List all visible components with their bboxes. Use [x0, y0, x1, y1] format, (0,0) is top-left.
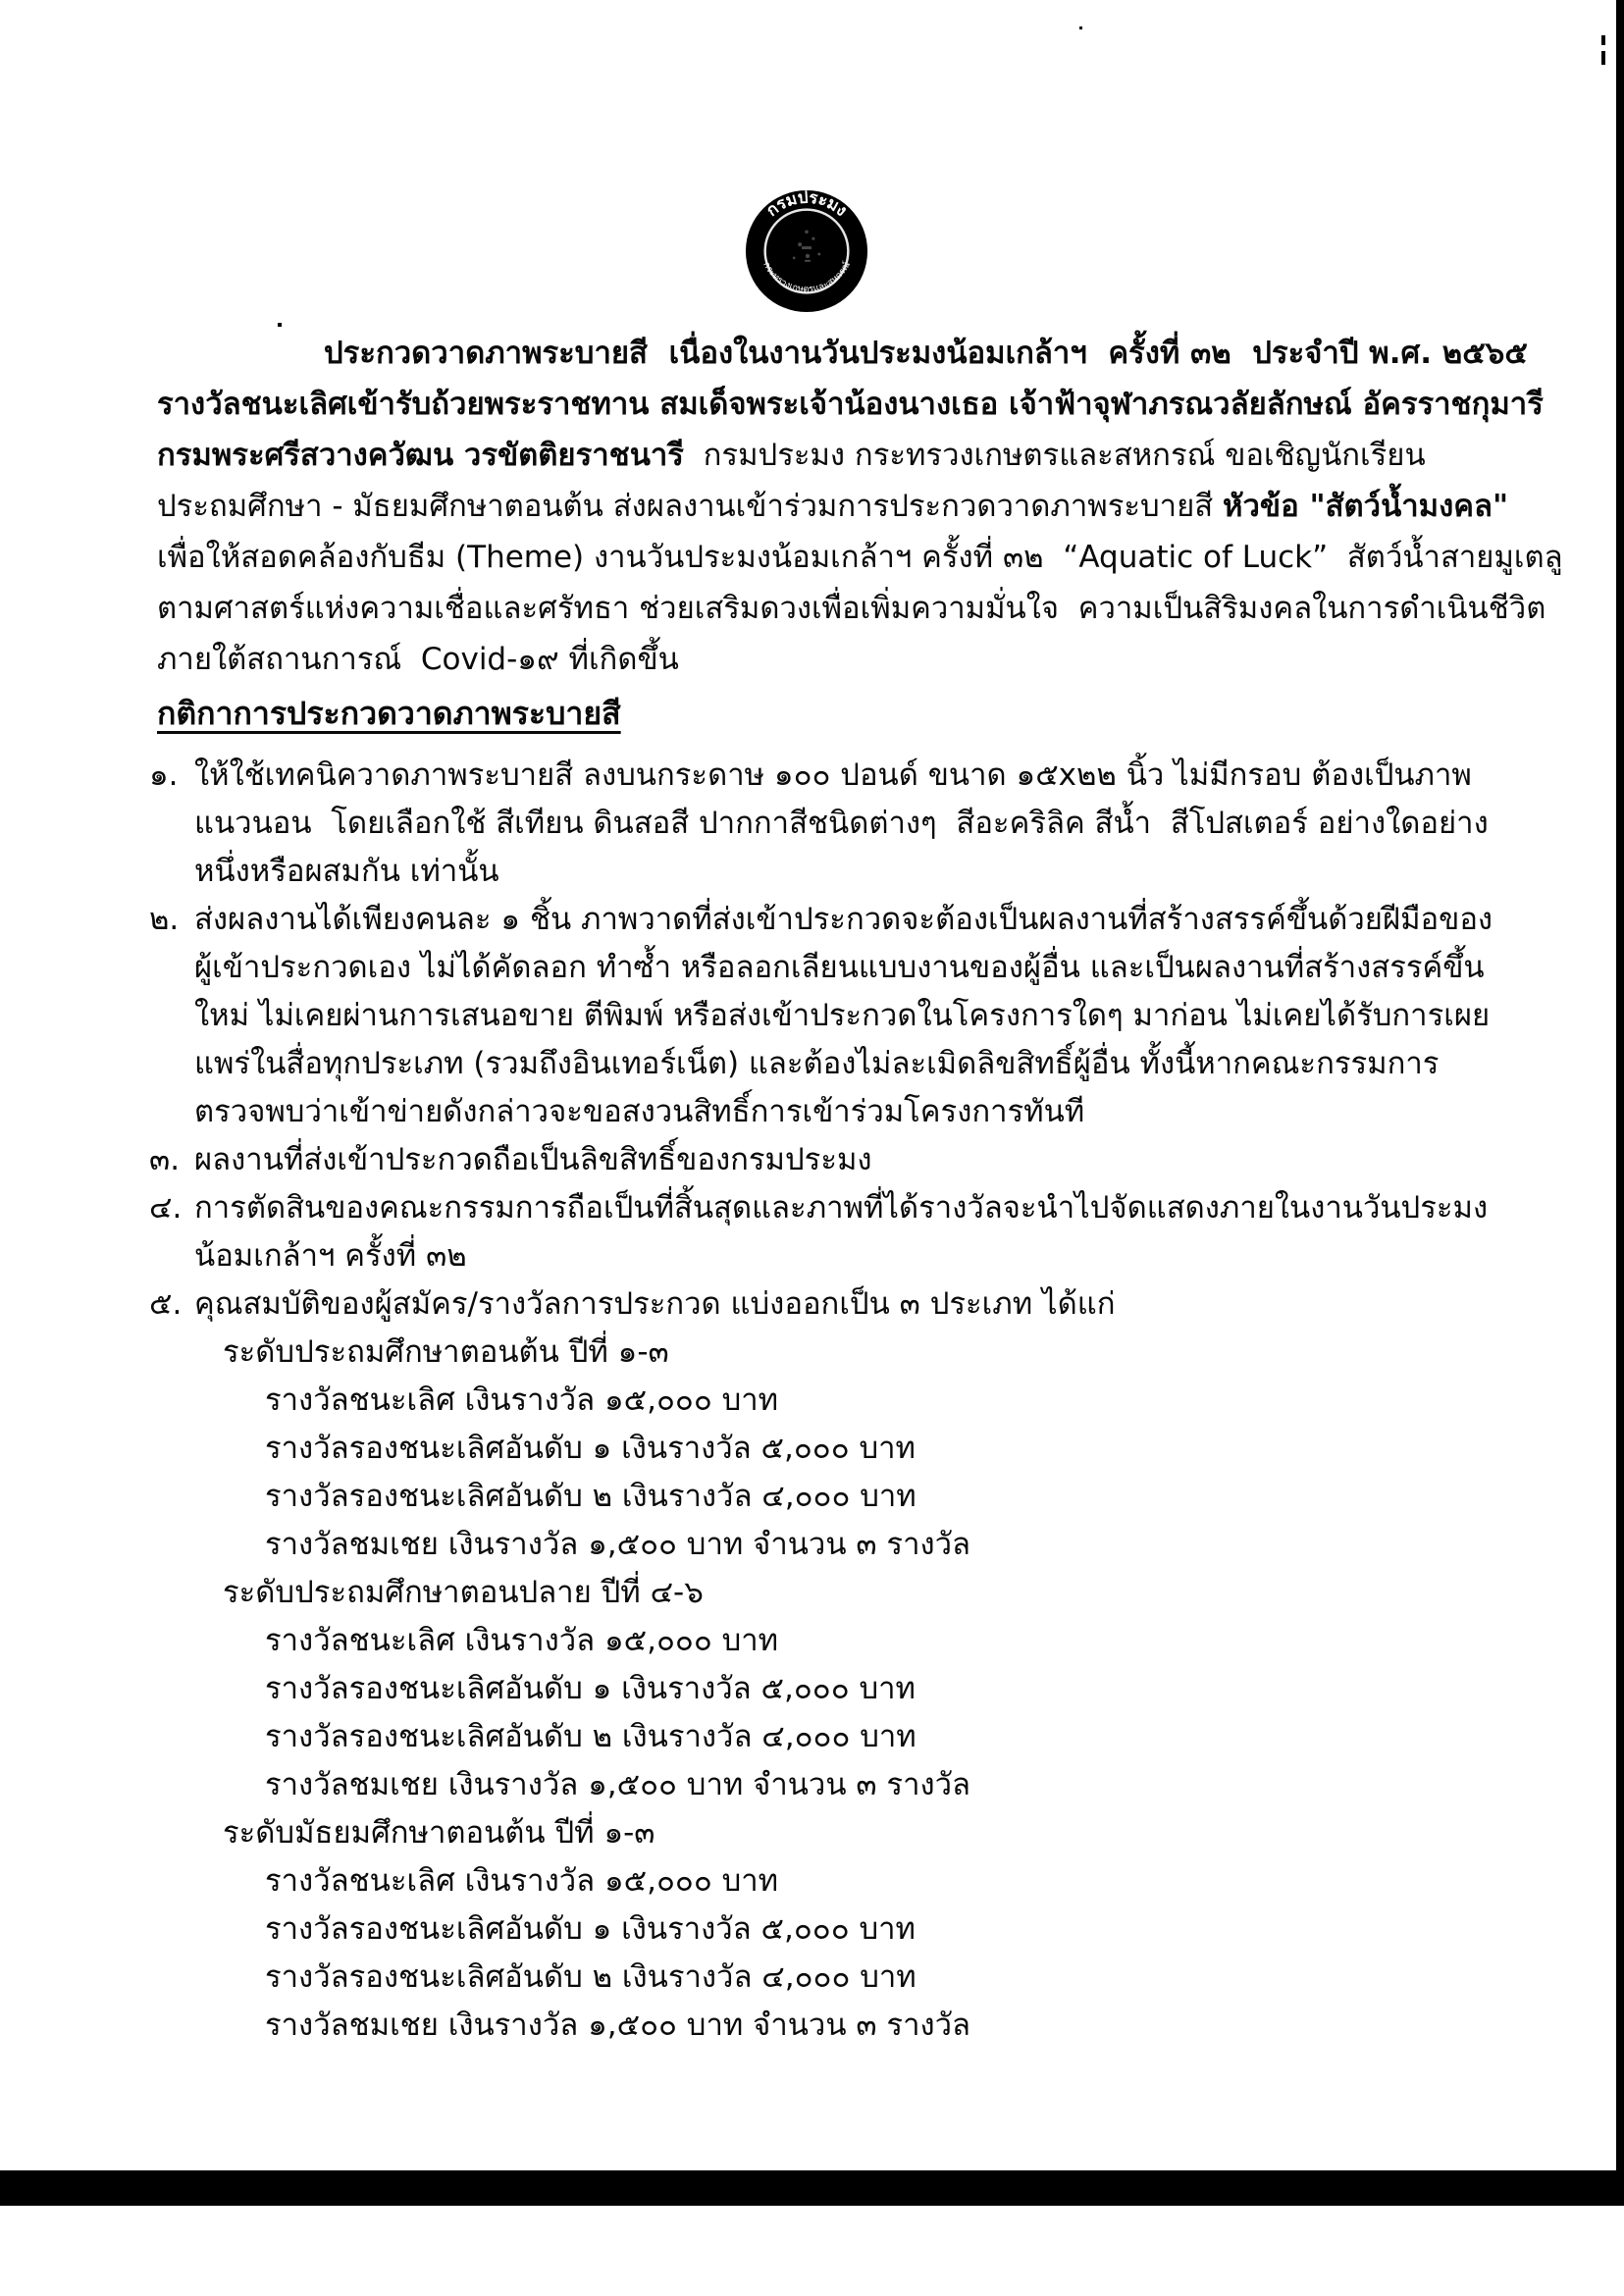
rule-number: ๑.	[149, 757, 179, 793]
rule-text: น้อมเกล้าฯ ครั้งที่ ๓๒	[194, 1238, 467, 1274]
prize-line: รางวัลรองชนะเลิศอันดับ ๑ เงินรางวัล ๕,๐๐๐ บาท	[265, 1671, 916, 1706]
intro-paragraph	[157, 328, 1563, 685]
rule-number: ๕.	[149, 1286, 183, 1322]
intro-text: ตามศาสตร์แห่งความเชื่อและศรัทธา ช่วยเสริมดวงเพื่อเพิ่มความมั่นใจ ความเป็นสิริมงคลในการดำเนินชีวิต	[157, 591, 1546, 626]
category-title: ระดับประถมศึกษาตอนปลาย ปีที่ ๔-๖	[223, 1575, 704, 1610]
category-title: ระดับมัธยมศึกษาตอนต้น ปีที่ ๑-๓	[223, 1815, 655, 1851]
prize-line: รางวัลรองชนะเลิศอันดับ ๒ เงินรางวัล ๔,๐๐๐ บาท	[265, 1719, 917, 1754]
department-of-fisheries-seal	[744, 188, 869, 314]
intro-line	[157, 481, 1550, 532]
rule-line	[149, 1040, 1582, 1088]
intro-line	[157, 583, 1550, 634]
intro-bold-text: หัวข้อ "สัตว์น้ำมงคล"	[1223, 489, 1509, 524]
intro-line	[157, 532, 1563, 583]
intro-line	[157, 634, 1550, 685]
rule-text: ผู้เข้าประกวดเอง ไม่ได้คัดลอก ทำซ้ำ หรือลอกเลียนแบบงานของผู้อื่น และเป็นผลงานที่สร้างสรรค์ขึ้น	[194, 950, 1485, 985]
rule-text: แนวนอน โดยเลือกใช้ สีเทียน ดินสอสี ปากกาสีชนิดต่างๆ สีอะคริลิค สีน้ำ สีโปสเตอร์ อย่างใดอย่าง	[194, 806, 1489, 841]
rule-text: ตรวจพบว่าเข้าข่ายดังกล่าวจะขอสงวนสิทธิ์การเข้าร่วมโครงการทันที	[194, 1094, 1085, 1129]
prize-line: รางวัลรองชนะเลิศอันดับ ๑ เงินรางวัล ๕,๐๐๐ บาท	[265, 1431, 916, 1466]
intro-text: กรมประมง กระทรวงเกษตรและสหกรณ์ ขอเชิญนักเรียน	[683, 438, 1426, 473]
rule-text: ใหม่ ไม่เคยผ่านการเสนอขาย ตีพิมพ์ หรือส่งเข้าประกวดในโครงการใดๆ มาก่อน ไม่เคยได้รับการเผย	[194, 998, 1491, 1033]
rules-heading: กติกาการประกวดวาดภาพระบายสี	[157, 695, 621, 732]
rule-line	[149, 1088, 1582, 1136]
prize-line: รางวัลรองชนะเลิศอันดับ ๒ เงินรางวัล ๔,๐๐๐ บาท	[265, 1959, 917, 1995]
intro-line	[157, 430, 1550, 481]
prize-line: รางวัลชนะเลิศ เงินรางวัล ๑๕,๐๐๐ บาท	[265, 1863, 779, 1899]
rule-line	[149, 1280, 1582, 1329]
prize-line: รางวัลชนะเลิศ เงินรางวัล ๑๕,๐๐๐ บาท	[265, 1383, 779, 1418]
rule-line	[149, 1232, 1582, 1280]
seal-graphic	[744, 188, 869, 314]
rule-line	[149, 800, 1582, 848]
rule-line	[149, 992, 1582, 1040]
intro-bold-text: ประกวดวาดภาพระบายสี เนื่องในงานวันประมงน้อมเกล้าฯ ครั้งที่ ๓๒ ประจำปี พ.ศ. ๒๕๖๕	[324, 336, 1528, 371]
rule-line	[149, 1184, 1582, 1232]
scan-artifact-speck	[1079, 26, 1082, 29]
prize-line: รางวัลรองชนะเลิศอันดับ ๒ เงินรางวัล ๔,๐๐๐ บาท	[265, 1479, 917, 1514]
rule-text: ส่งผลงานได้เพียงคนละ ๑ ชิ้น ภาพวาดที่ส่งเข้าประกวดจะต้องเป็นผลงานที่สร้างสรรค์ขึ้นด้วยฝีมือของ	[194, 902, 1493, 937]
rule-text: คุณสมบัติของผู้สมัคร/รางวัลการประกวด แบ่งออกเป็น ๓ ประเภท ได้แก่	[194, 1286, 1116, 1322]
scan-artifact-dash	[1601, 51, 1605, 65]
category-title: ระดับประถมศึกษาตอนต้น ปีที่ ๑-๓	[223, 1334, 669, 1370]
intro-bold-text: รางวัลชนะเลิศเข้ารับถ้วยพระราชทาน สมเด็จพระเจ้าน้องนางเธอ เจ้าฟ้าจุฬาภรณวลัยลักษณ์ อัครราชกุมารี	[157, 387, 1544, 422]
rule-line	[149, 896, 1582, 944]
rule-text: การตัดสินของคณะกรรมการถือเป็นที่สิ้นสุดและภาพที่ได้รางวัลจะนำไปจัดแสดงภายในงานวันประมง	[194, 1190, 1489, 1226]
rule-number: ๓.	[149, 1142, 181, 1177]
scan-artifact-dash	[1601, 35, 1605, 45]
prize-line: รางวัลชมเชย เงินรางวัล ๑,๕๐๐ บาท จำนวน ๓ รางวัล	[265, 1767, 971, 1802]
rule-line	[149, 944, 1582, 992]
intro-text: ภายใต้สถานการณ์ Covid-๑๙ ที่เกิดขึ้น	[157, 642, 679, 677]
rule-text: แพร่ในสื่อทุกประเภท (รวมถึงอินเทอร์เน็ต) และต้องไม่ละเมิดลิขสิทธิ์ผู้อื่น ทั้งนี้หากคณะกรรมการ	[194, 1046, 1440, 1081]
intro-line	[157, 328, 1550, 379]
intro-line	[157, 379, 1550, 430]
prize-line: รางวัลชมเชย เงินรางวัล ๑,๕๐๐ บาท จำนวน ๓ รางวัล	[265, 1527, 971, 1562]
scan-artifact-speck	[278, 323, 282, 327]
intro-text: ประถมศึกษา - มัธยมศึกษาตอนต้น ส่งผลงานเข้าร่วมการประกวดวาดภาพระบายสี	[157, 489, 1224, 524]
rule-number: ๒.	[149, 902, 180, 937]
rule-line	[149, 752, 1582, 800]
rules-list	[149, 752, 1582, 2050]
rule-text: ผลงานที่ส่งเข้าประกวดถือเป็นลิขสิทธิ์ของกรมประมง	[194, 1142, 872, 1177]
rule-text: หนึ่งหรือผสมกัน เท่านั้น	[194, 854, 499, 889]
rule-line	[149, 1136, 1582, 1184]
prize-line: รางวัลรองชนะเลิศอันดับ ๑ เงินรางวัล ๕,๐๐๐ บาท	[265, 1911, 916, 1947]
seal-bottom-text: กระทรวงเกษตรและสหกรณ์	[760, 260, 853, 295]
intro-text: เพื่อให้สอดคล้องกับธีม (Theme) งานวันประมงน้อมเกล้าฯ ครั้งที่ ๓๒ “Aquatic of Luck” สัตว์น้ำสายมูเตลู	[157, 540, 1563, 575]
scan-artifact-bottom-band	[0, 2170, 1624, 2206]
seal-top-text: กรมประมง	[761, 188, 852, 221]
prize-line: รางวัลชมเชย เงินรางวัล ๑,๕๐๐ บาท จำนวน ๓ รางวัล	[265, 2008, 971, 2043]
rule-text: ให้ใช้เทคนิควาดภาพระบายสี ลงบนกระดาษ ๑๐๐ ปอนด์ ขนาด ๑๕x๒๒ นิ้ว ไม่มีกรอบ ต้องเป็นภาพ	[194, 757, 1472, 793]
prize-line: รางวัลชนะเลิศ เงินรางวัล ๑๕,๐๐๐ บาท	[265, 1623, 779, 1658]
intro-bold-text: กรมพระศรีสวางควัฒน วรขัตติยราชนารี	[157, 438, 684, 473]
rule-number: ๔.	[149, 1190, 183, 1226]
rule-line	[149, 848, 1582, 896]
scan-artifact-right-edge	[1616, 0, 1624, 2172]
